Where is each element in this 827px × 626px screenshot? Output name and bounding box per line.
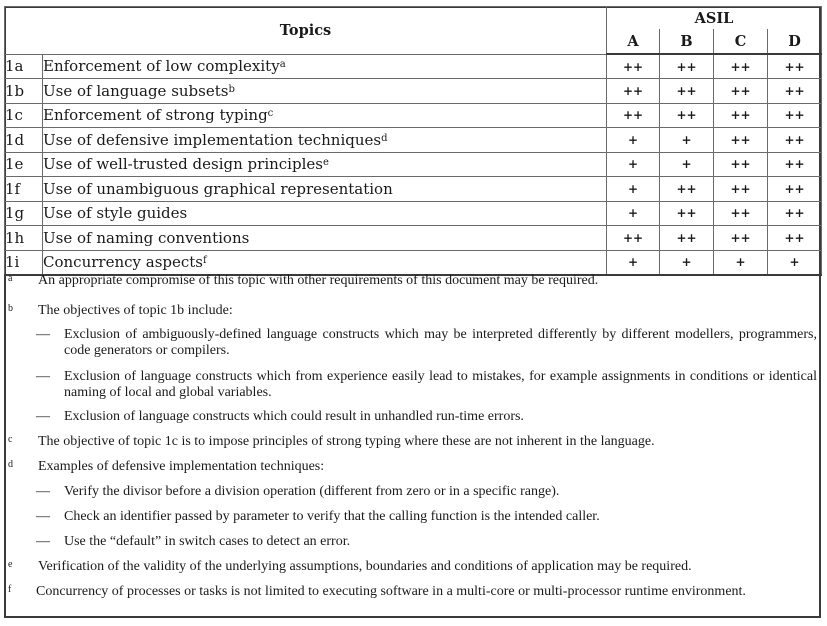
rating-asil-a: +	[607, 201, 660, 226]
topic-name	[43, 54, 607, 79]
footnote-text: The objective of topic 1c is to impose principles of strong typing where these are not inherent in the language.	[38, 434, 655, 449]
topic-id: 1b	[5, 79, 43, 104]
footnote-text: The objectives of topic 1b include:	[38, 303, 233, 318]
header-topics: Topics	[5, 7, 607, 55]
dash: —	[36, 369, 50, 384]
rating-asil-d: ++	[768, 54, 822, 79]
footnote-mark: a	[8, 273, 13, 284]
topic-name	[43, 152, 607, 177]
rating-asil-a: +	[607, 250, 660, 275]
footnote-mark: d	[8, 459, 13, 470]
rating-asil-d: ++	[768, 79, 822, 104]
rating-asil-b: ++	[660, 103, 714, 128]
table-row	[5, 79, 822, 104]
topic-id: 1h	[5, 226, 43, 251]
rating-asil-c: ++	[714, 177, 768, 202]
header-asil-c: C	[714, 29, 768, 54]
header-asil-d: D	[768, 29, 822, 54]
rating-asil-a: +	[607, 128, 660, 153]
table-row	[5, 201, 822, 226]
topic-text: Use of well-trusted design principles	[43, 155, 323, 174]
table-row	[5, 226, 822, 251]
bullet-text: Use the “default” in switch cases to detect an error.	[64, 534, 351, 549]
topic-text: Use of naming conventions	[43, 228, 250, 247]
rating-asil-b: ++	[660, 177, 714, 202]
rating-asil-c: ++	[714, 128, 768, 153]
header-asil: ASIL	[607, 7, 822, 30]
topic-name	[43, 226, 607, 251]
rating-asil-c: ++	[714, 54, 768, 79]
dash: —	[36, 509, 50, 524]
header-asil-b: B	[660, 29, 714, 54]
footnote-mark: b	[8, 303, 13, 314]
footnote-mark: e	[8, 559, 13, 570]
bullet-text: Verify the divisor before a division operation (different from zero or in a specific range).	[64, 484, 560, 499]
topic-text: Use of defensive implementation techniques	[43, 130, 382, 149]
dash: —	[36, 534, 50, 549]
topic-id: 1e	[5, 152, 43, 177]
footnote-ref: b	[228, 83, 235, 95]
bullet-text: Exclusion of language constructs which could result in unhandled run-time errors.	[64, 409, 524, 424]
topic-id: 1d	[5, 128, 43, 153]
rating-asil-c: ++	[714, 103, 768, 128]
footnote-ref: f	[203, 255, 207, 267]
dash: —	[36, 327, 50, 342]
footnote-ref: a	[279, 59, 286, 71]
dash: —	[36, 409, 50, 424]
topic-text: Use of style guides	[43, 204, 188, 223]
topic-id: 1c	[5, 103, 43, 128]
rating-asil-c: ++	[714, 201, 768, 226]
rating-asil-d: ++	[768, 128, 822, 153]
rating-asil-c: ++	[714, 226, 768, 251]
bullet-text: Check an identifier passed by parameter to verify that the calling function is the intended caller.	[64, 509, 600, 524]
rating-asil-b: ++	[660, 54, 714, 79]
topic-text: Concurrency aspects	[43, 253, 203, 272]
footnote-text: Verification of the validity of the underlying assumptions, boundaries and conditions of application may be required.	[38, 559, 692, 574]
topic-text: Enforcement of strong typing	[43, 106, 268, 125]
bullet-text: Exclusion of language constructs which from experience easily lead to mistakes, for example assignments in conditions or identical naming of local and global variables.	[64, 369, 817, 400]
topic-text: Use of language subsets	[43, 81, 229, 100]
topic-name	[43, 201, 607, 226]
table-row	[5, 177, 822, 202]
topic-text: Use of unambiguous graphical representation	[43, 179, 393, 198]
header-asil-a: A	[607, 29, 660, 54]
topic-text: Enforcement of low complexity	[43, 57, 280, 76]
rating-asil-c: ++	[714, 152, 768, 177]
dash: —	[36, 484, 50, 499]
footnote-text: Concurrency of processes or tasks is not limited to executing software in a multi-core or multi-processor runtime environment.	[36, 584, 746, 599]
footnote-mark: c	[8, 434, 13, 445]
rating-asil-a: +	[607, 177, 660, 202]
table-row	[5, 128, 822, 153]
rating-asil-b: ++	[660, 79, 714, 104]
rating-asil-d: +	[768, 250, 822, 275]
table-row	[5, 250, 822, 275]
rating-asil-b: ++	[660, 201, 714, 226]
table-row	[5, 54, 822, 79]
rating-asil-a: ++	[607, 54, 660, 79]
topic-name	[43, 128, 607, 153]
rating-asil-d: ++	[768, 177, 822, 202]
rating-asil-d: ++	[768, 201, 822, 226]
topic-id: 1i	[5, 250, 43, 275]
rating-asil-c: ++	[714, 79, 768, 104]
footnote-text: An appropriate compromise of this topic with other requirements of this document may be required.	[38, 273, 599, 288]
topic-name	[43, 177, 607, 202]
footnote-mark: f	[8, 584, 12, 595]
rating-asil-b: +	[660, 152, 714, 177]
footnote-ref: c	[267, 108, 274, 120]
rating-asil-a: +	[607, 152, 660, 177]
rating-asil-d: ++	[768, 226, 822, 251]
rating-asil-a: ++	[607, 226, 660, 251]
rating-asil-d: ++	[768, 152, 822, 177]
footnote-text: Examples of defensive implementation techniques:	[38, 459, 325, 474]
asil-topics-table	[4, 6, 822, 276]
table-row	[5, 103, 822, 128]
rating-asil-d: ++	[768, 103, 822, 128]
rating-asil-a: ++	[607, 103, 660, 128]
rating-asil-b: ++	[660, 226, 714, 251]
rating-asil-a: ++	[607, 79, 660, 104]
rating-asil-b: +	[660, 250, 714, 275]
footnote-ref: d	[381, 132, 388, 144]
rating-asil-b: +	[660, 128, 714, 153]
topic-id: 1g	[5, 201, 43, 226]
topic-id: 1f	[5, 177, 43, 202]
footnote-ref: e	[322, 157, 329, 169]
topic-id: 1a	[5, 54, 43, 79]
topic-name	[43, 103, 607, 128]
bullet-text: Exclusion of ambiguously-defined language constructs which may be interpreted differently by different modellers, programmers, code generators or compilers.	[64, 327, 817, 358]
topic-name	[43, 79, 607, 104]
table-row	[5, 152, 822, 177]
topic-name	[43, 250, 607, 275]
rating-asil-c: +	[714, 250, 768, 275]
